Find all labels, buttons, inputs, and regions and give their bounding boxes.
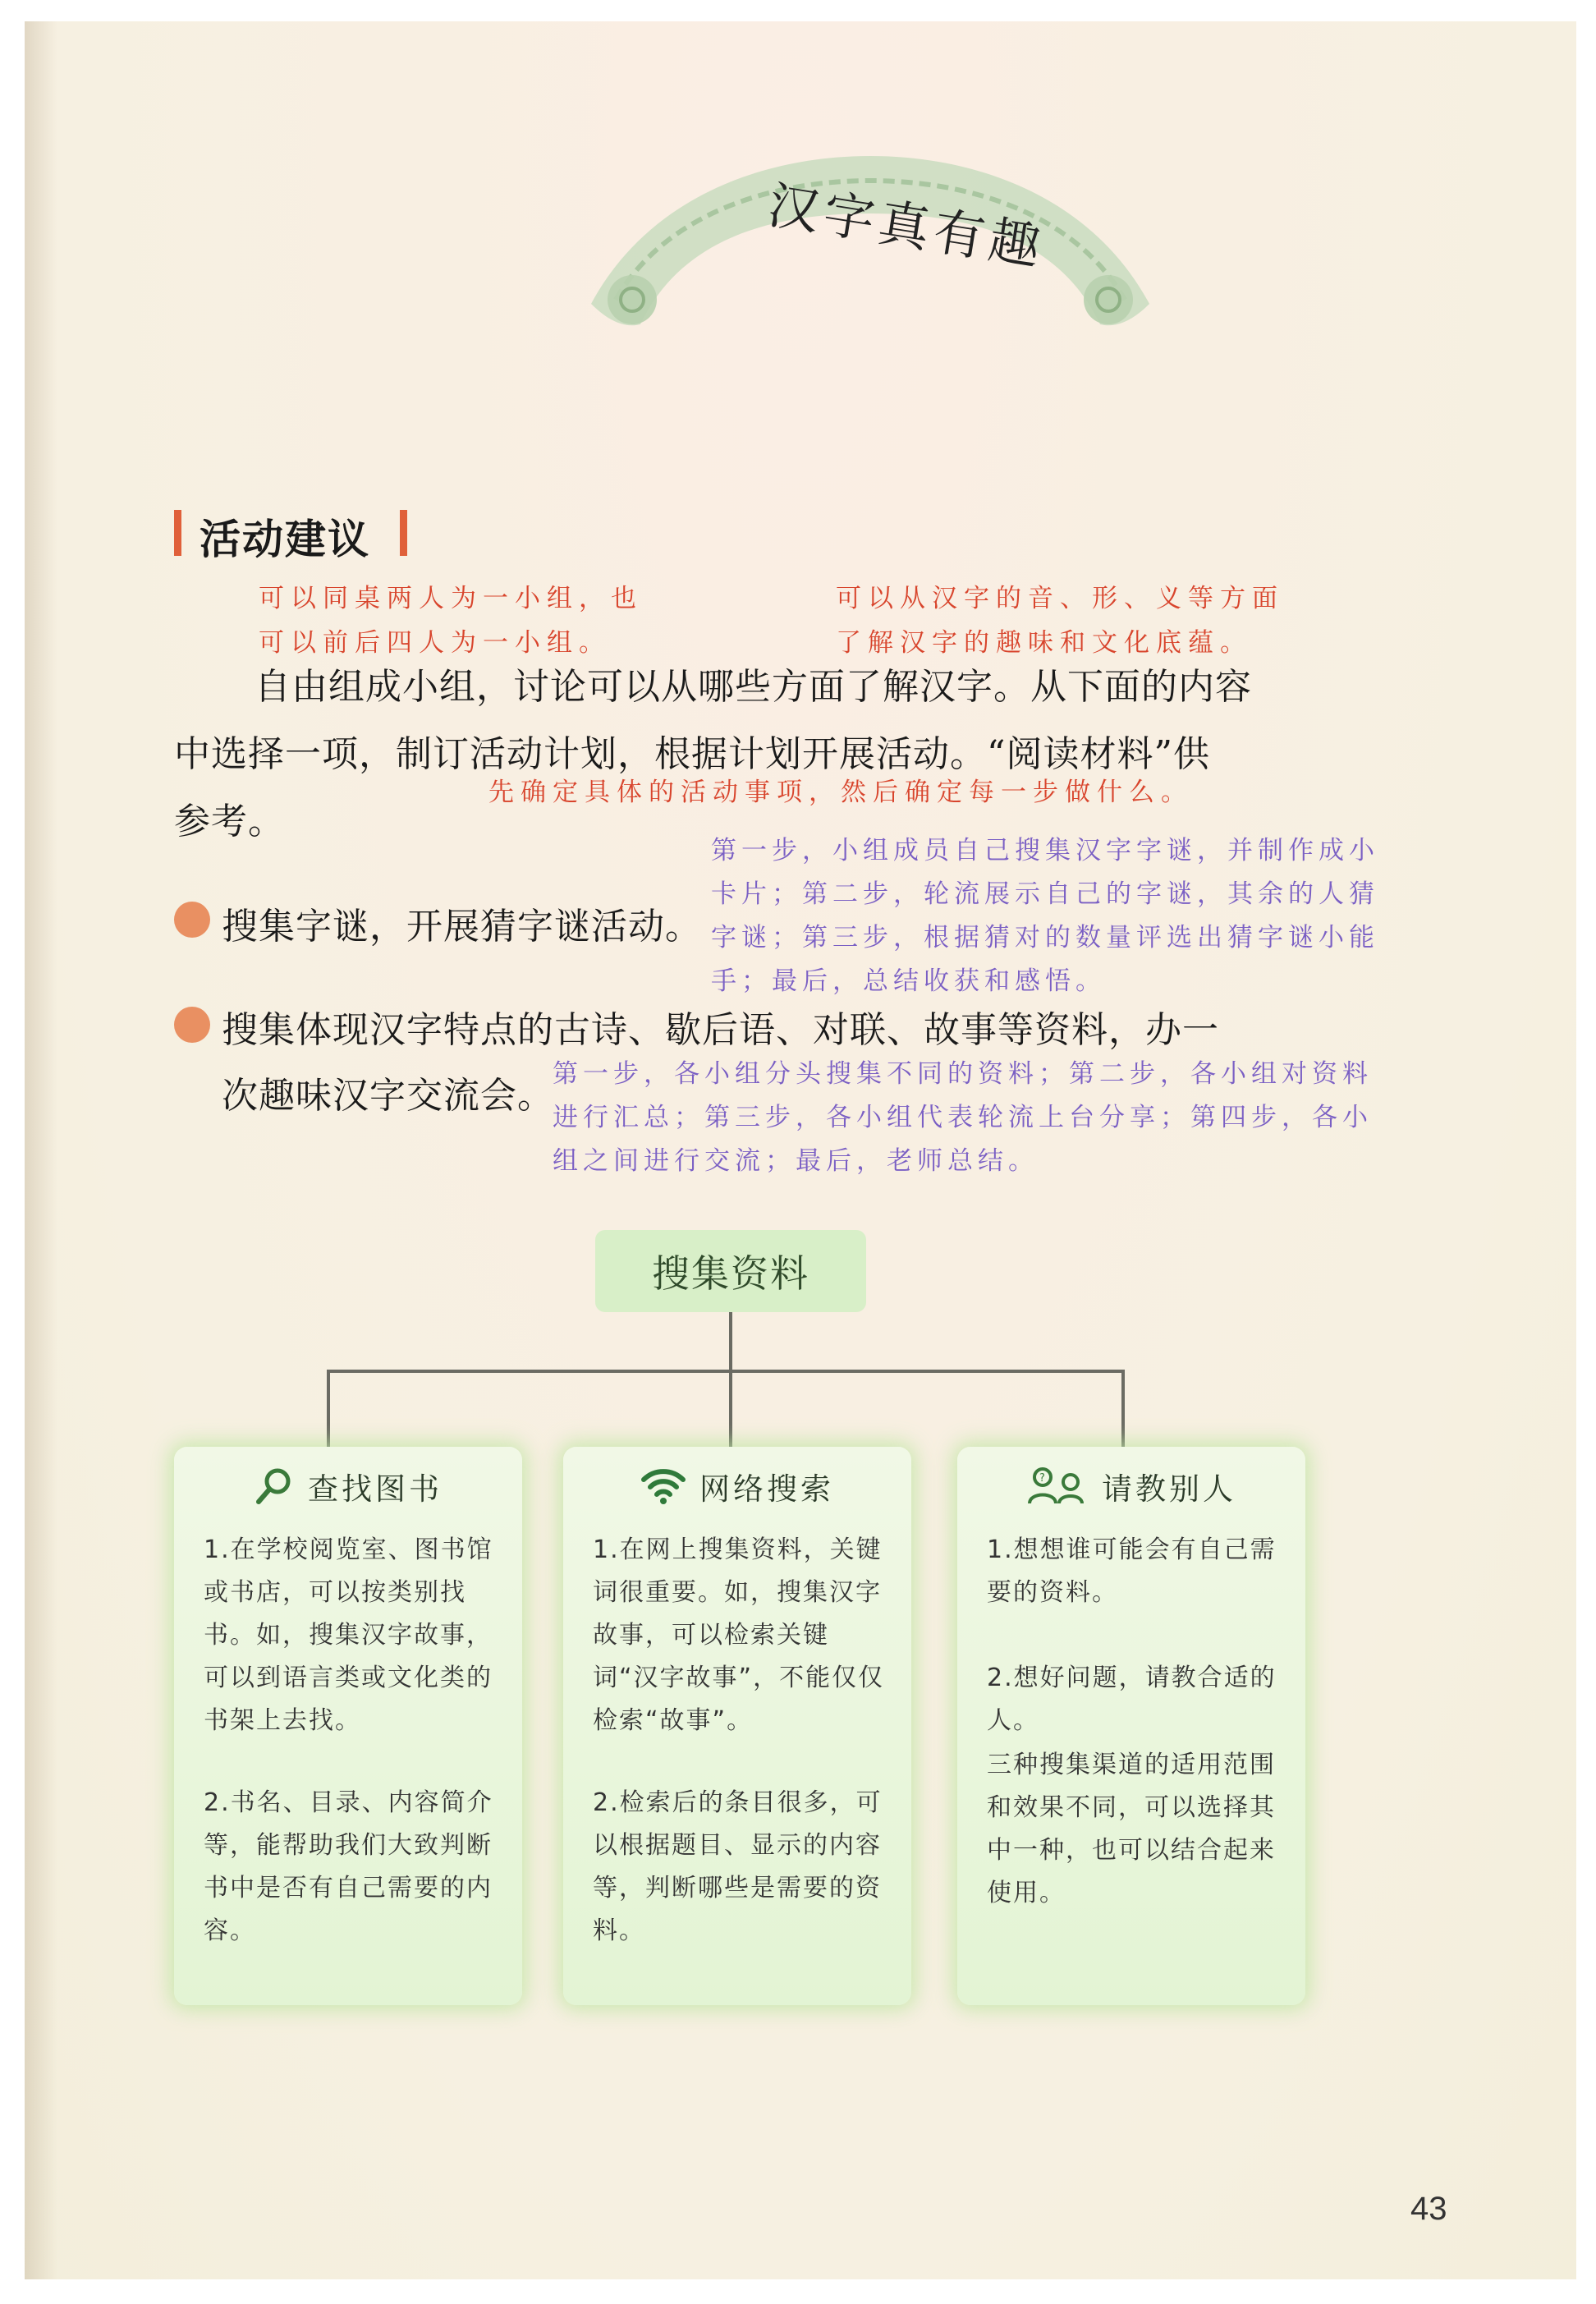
annotation-line: 第一步，各小组分头搜集不同的资料；第二步，各小组对资料	[553, 1059, 1373, 1089]
annotation-line: 可以前后四人为一小组。	[259, 628, 611, 658]
page-number: 43	[1410, 2191, 1447, 2227]
svg-text:?: ?	[1039, 1472, 1045, 1485]
flower-bullet-icon	[174, 1007, 210, 1043]
page-spine-shadow	[25, 21, 57, 2279]
connector-left	[327, 1370, 330, 1448]
card-ask-others	[957, 1447, 1305, 2005]
card-web-search	[563, 1447, 911, 2005]
annotation-line: 可以同桌两人为一小组，也	[259, 584, 643, 613]
page-title: 汉字真有趣	[764, 174, 1049, 278]
flower-bullet-icon	[174, 902, 210, 938]
annotation-line: 字谜；第三步，根据猜对的数量评选出猜字谜小能	[711, 923, 1379, 952]
connector-root	[729, 1312, 732, 1371]
chart-root-box: 搜集资料	[595, 1230, 866, 1312]
section-title: 活动建议	[200, 516, 370, 563]
annotation-line: 第一步，小组成员自己搜集汉字字谜，并制作成小	[711, 836, 1379, 865]
intro-line-1: 自由组成小组，讨论可以从哪些方面了解汉字。从下面的内容	[255, 666, 1252, 708]
connector-horizontal	[327, 1370, 1123, 1373]
annotation-line: 组之间进行交流；最后，老师总结。	[553, 1146, 1039, 1176]
card-paragraph-1: 1.在网上搜集资料，关键词很重要。如，搜集汉字故事，可以检索关键词“汉字故事”，不能仅仅检索“故事”。	[593, 1535, 885, 1735]
option-exchange-line-1: 搜集体现汉字特点的古诗、歇后语、对联、故事等资料，办一	[222, 1009, 1219, 1051]
connector-right	[1121, 1370, 1125, 1448]
option-riddle: 搜集字谜，开展猜字谜活动。	[222, 906, 702, 948]
card-header	[957, 1447, 1305, 1526]
annotation-line: 可以从汉字的音、形、义等方面	[836, 584, 1284, 613]
card-title: 网络搜索	[699, 1471, 834, 1507]
intro-line-3: 参考。	[174, 801, 285, 842]
card-paragraph-2: 2.书名、目录、内容简介等，能帮助我们大致判断书中是否有自己需要的内容。	[204, 1788, 493, 1945]
card-header	[174, 1447, 522, 1526]
annotation-riddle-steps	[711, 829, 1379, 1003]
annotation-plan-tip: 先确定具体的活动事项，然后确定每一步做什么。	[488, 778, 1193, 807]
annotation-line: 进行汇总；第三步，各小组代表轮流上台分享；第四步，各小	[553, 1103, 1373, 1132]
section-marker-right	[400, 510, 407, 556]
annotation-exchange-steps	[553, 1053, 1373, 1183]
section-marker-left	[174, 510, 181, 556]
card-header	[563, 1447, 911, 1526]
annotation-line: 了解汉字的趣味和文化底蕴。	[836, 628, 1252, 658]
annotation-group-size	[259, 576, 643, 665]
option-exchange-line-2: 次趣味汉字交流会。	[222, 1075, 554, 1117]
card-paragraph-2: 2.想好问题，请教合适的人。	[987, 1664, 1277, 1735]
card-paragraph-1: 1.想想谁可能会有自己需要的资料。	[987, 1535, 1277, 1607]
magnifier-icon	[254, 1466, 295, 1507]
connector-middle	[729, 1370, 732, 1448]
card-find-books	[174, 1447, 522, 2005]
card-title: 查找图书	[308, 1471, 443, 1507]
card-paragraph-2: 2.检索后的条目很多，可以根据题目、显示的内容等，判断哪些是需要的资料。	[593, 1788, 883, 1945]
card-title: 请教别人	[1102, 1471, 1236, 1507]
annotation-line: 手；最后，总结收获和感悟。	[711, 966, 1106, 996]
intro-line-2: 中选择一项，制订活动计划，根据计划开展活动。“阅读材料”供	[174, 733, 1210, 775]
annotation-line: 卡片；第二步，轮流展示自己的字谜，其余的人猜	[711, 879, 1379, 909]
annotation-aspects	[836, 576, 1284, 665]
people-question-icon	[1026, 1466, 1089, 1507]
card-paragraph-1: 1.在学校阅览室、图书馆或书店，可以按类别找书。如，搜集汉字故事，可以到语言类或文化类的书架上去找。	[204, 1535, 493, 1735]
wifi-icon	[640, 1466, 686, 1506]
annotation-channels-note: 三种搜集渠道的适用范围和效果不同，可以选择其中一种，也可以结合起来使用。	[987, 1751, 1276, 1907]
